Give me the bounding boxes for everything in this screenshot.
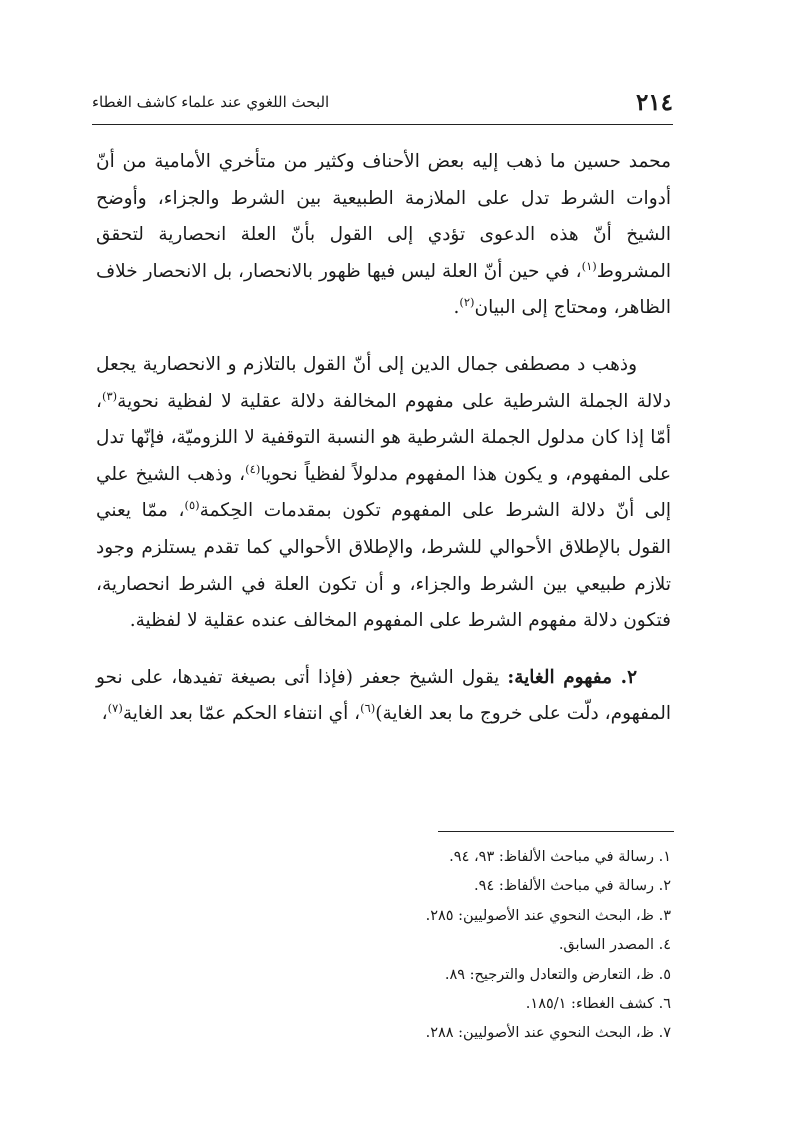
footnote-item: ٣. ظ، البحث النحوي عند الأصوليين: ٢٨٥. (425, 907, 671, 924)
paragraph-text: . (453, 297, 460, 319)
main-text (96, 144, 671, 733)
running-title: البحث اللغوي عند علماء كاشف الغطاء (92, 93, 330, 111)
footnote-item: ٥. ظ، التعارض والتعادل والترجيح: ٨٩. (444, 966, 671, 983)
paragraph-2 (96, 347, 671, 640)
paragraph-text: ، ممّا يعني القول بالإطلاق الأحوالي للشرط، والإطلاق الأحوالي كما تقدم يستلزم وجود تلازم طبيعي بين الشرط والجزاء، و أن تكون العلة في الشرط انحصارية، فتكون دلالة مفهوم الشرط على المفهوم المخالف عنده عقلية لا لفظية. (96, 500, 671, 632)
paragraph-text: ، أمّا إذا كان مدلول الجملة الشرطية هو النسبة التوقفية لا اللزوميّة، فإنّها تدل على المفهوم، و يكون هذا المفهوم مدلولاً لفظياً نحويا (96, 390, 671, 485)
footnote-ref[interactable]: (٦) (360, 701, 376, 716)
paragraph-text: محمد حسين ما ذهب إليه بعض الأحناف وكثير من متأخري الأمامية من أنّ أدوات الشرط تدل على الملازمة الطبيعية بين الشرط والجزاء، وأوضح الشيخ أنّ هذه الدعوى تؤدي إلى القول بأنّ العلة انحصارية لتحقق المشروط (96, 151, 672, 282)
paragraph-3 (96, 660, 671, 733)
footnote-ref[interactable]: (٣) (101, 388, 118, 403)
section-heading: ٢. مفهوم الغاية: (507, 666, 637, 688)
paragraph-text: ، (101, 703, 108, 725)
footnote-item: ٦. كشف الغطاء: ١٨٥/١. (525, 996, 671, 1013)
footnote-ref[interactable]: (١) (581, 258, 597, 273)
footnote-divider (438, 831, 674, 832)
page-header (92, 82, 673, 122)
paragraph-text: ، وذهب الشيخ علي إلى أنّ دلالة الشرط على المفهوم تكون بمقدمات الحِكمة (96, 463, 671, 522)
page-number: ٢١٤ (635, 88, 673, 116)
footnote-ref[interactable]: (٧) (107, 701, 123, 716)
paragraph-text: ، في حين أنّ العلة ليس فيها ظهور بالانحصار، بل الانحصار خلاف الظاهر، ومحتاج إلى البيان (96, 260, 671, 319)
footnote-ref[interactable]: (٥) (184, 498, 200, 513)
footnote-item: ١. رسالة في مباحث الألفاظ: ٩٣، ٩٤. (449, 849, 671, 865)
paragraph-text: وذهب د مصطفى جمال الدين إلى أنّ القول بالتلازم و الانحصارية يجعل دلالة الجملة الشرطية على مفهوم المخالفة دلالة عقلية لا لفظية نحوية (96, 353, 671, 412)
paragraph-text: ، أي انتفاء الحكم عمّا بعد الغاية (122, 703, 361, 725)
footnote-ref[interactable]: (٢) (459, 295, 475, 310)
footnote-item: ٤. المصدر السابق. (558, 937, 671, 954)
footnote-item: ٧. ظ، البحث النحوي عند الأصوليين: ٢٨٨. (425, 1025, 671, 1042)
footnote-item: ٢. رسالة في مباحث الألفاظ: ٩٤. (474, 878, 671, 895)
footnotes-list (300, 843, 671, 1049)
paragraph-1 (96, 144, 671, 327)
footnote-ref[interactable]: (٤) (245, 461, 261, 476)
header-divider (92, 124, 673, 125)
paragraph-text: يقول الشيخ جعفر (فإذا أتى بصيغة تفيدها، على نحو المفهوم، دلّت على خروج ما بعد الغاية) (96, 666, 671, 725)
